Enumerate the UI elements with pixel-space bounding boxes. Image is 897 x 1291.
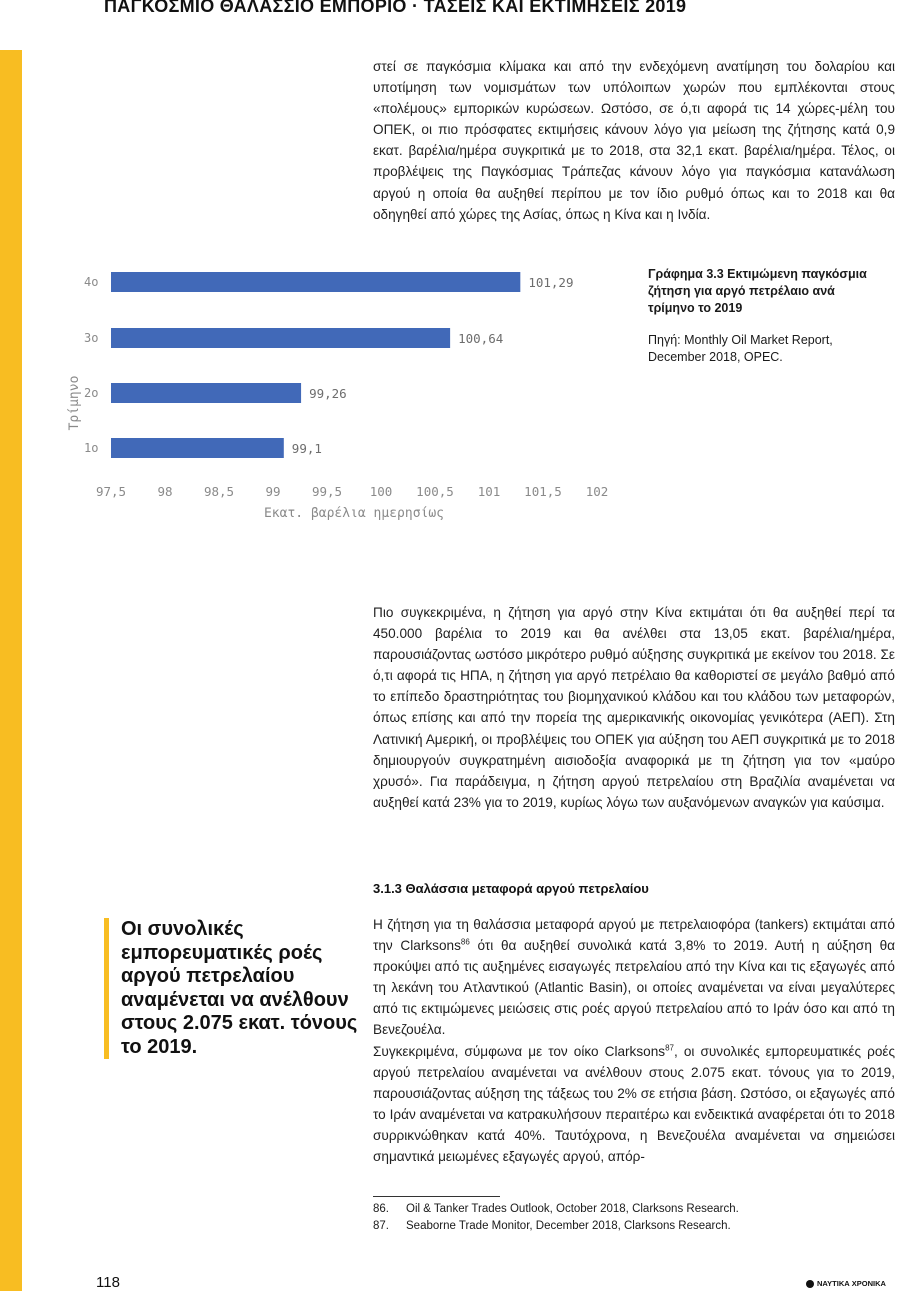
- value-label: 101,29: [528, 275, 574, 290]
- footnote-ref-86[interactable]: 86: [460, 937, 470, 947]
- x-tick-label: 101,5: [524, 484, 562, 499]
- page-number: 118: [96, 1274, 120, 1291]
- x-tick-label: 97,5: [95, 484, 127, 499]
- value-label: 100,64: [458, 331, 504, 346]
- paragraph-3-part-1: Η ζήτηση για τη θαλάσσια μεταφορά αργού με πετρελαιοφόρα (tankers) εκτιμάται από την Clarksons: [373, 917, 895, 954]
- footnote-text: Oil & Tanker Trades Outlook, October 2018, Clarksons Research.: [406, 1203, 739, 1215]
- accent-sidebar-bar: [0, 50, 22, 1291]
- paragraph-1-text: στεί σε παγκόσμια κλίμακα και από την ενδεχόμενη ανατίμηση του δολαρίου και υποτίμηση των νομισμάτων των υπόλοιπων χωρών που εμπλέκονται στους «πολέμους» εμπορικών κυρώσεων. Ωστόσο, σε ό,τι αφορά τις 14 χώρες-μέλη του ΟΠΕΚ, οι πιο πρόσφατες εκτιμήσεις κάνουν λόγο για μείωση της ζήτησης κατά 0,9 εκατ. βαρέλια/ημέρα συγκριτικά με το 2018, στα 32,1 εκατ. βαρέλια/ημέρα. Τέλος, οι προβλέψεις της Παγκόσμιας Τράπεζας κάνουν λόγο για παγκόσμια κατανάλωση αργού η οποία θα αυξηθεί περίπου με τον ίδιο ρυθμό όπως και το 2018 και θα οδηγηθεί από χώρες της Ασίας, όπως η Κίνα και η Ινδία.: [373, 59, 895, 222]
- brand-name: ΝΑΥΤΙΚΑ ΧΡΟΝΙΚΑ: [817, 1279, 886, 1288]
- bar-q1: [111, 438, 284, 458]
- pull-quote-text: Οι συνολικές εμπορευματικές ροές αργού πετρελαίου αναμένεται να ανέλθουν στους 2.075 εκατ. τόνους το 2019.: [121, 918, 358, 1058]
- x-axis-label: Εκατ. βαρέλια ημερησίως: [263, 506, 445, 521]
- y-axis-label: Τρίμηνο: [67, 375, 82, 431]
- category-label: 4ο: [84, 275, 99, 289]
- value-label: 99,1: [291, 441, 322, 456]
- publisher-brand: [806, 1279, 886, 1288]
- bar-q3: [111, 328, 450, 348]
- body-paragraph-3: [373, 914, 895, 1167]
- paragraph-4-text: [373, 1041, 895, 1168]
- running-header-title: ΠΑΓΚΟΣΜΙΟ ΘΑΛΑΣΣΙΟ ΕΜΠΟΡΙΟ · ΤΑΣΕΙΣ ΚΑΙ ΕΚΤΙΜΗΣΕΙΣ 2019: [104, 0, 687, 16]
- footnote-number: 87.: [373, 1220, 389, 1232]
- pull-quote: [104, 918, 361, 1059]
- x-tick-label: 98,5: [203, 484, 235, 499]
- paragraph-3-text: [373, 914, 895, 1041]
- x-tick-label: 102: [585, 484, 609, 499]
- category-label: 2ο: [84, 386, 99, 400]
- x-tick-label: 99: [265, 484, 281, 499]
- paragraph-4-part-2: , οι συνολικές εμπορευματικές ροές αργού πετρελαίου αναμένεται να ανέλθουν στους 2.075 εκατ. τόνους για το 2019, παρουσιάζοντας αύξηση της τάξεως του 2% σε ετήσια βάση. Ωστόσο, οι εξαγωγές από το Ιράν αναμένεται να κατρακυλήσουν περαιτέρω και ενδεικτικά αναφέρεται ότι το 2018 συρρικνώθηκαν κατά 40%. Ταυτόχρονα, η Βενεζουέλα αναμένεται να σημειώσει σημαντικά μειωμένες εξαγωγές αργού, απόρ-: [373, 1043, 896, 1165]
- x-tick-label: 99,5: [311, 484, 343, 499]
- footnote-item: [373, 1201, 873, 1218]
- footnote-divider: [373, 1196, 500, 1197]
- footnote-item: [373, 1218, 873, 1235]
- footnote-number: 86.: [373, 1203, 389, 1215]
- bar-q4: [111, 272, 520, 292]
- chart-caption: [648, 266, 878, 366]
- bar-q2: [111, 383, 301, 403]
- footnote-text: Seaborne Trade Monitor, December 2018, Clarksons Research.: [406, 1220, 731, 1232]
- category-label: 1ο: [84, 441, 99, 455]
- category-label: 3ο: [84, 331, 99, 345]
- paragraph-2-text: Πιο συγκεκριμένα, η ζήτηση για αργό στην Κίνα εκτιμάται ότι θα αυξηθεί περί τα 450.000 βαρέλια το 2019 και θα ανέλθει στα 13,05 εκατ. βαρέλια/ημέρα, παρουσιάζοντας ωστόσο μικρότερο ρυθμό αύξησης συγκριτικά με εκείνον του 2018. Σε ό,τι αφορά τις ΗΠΑ, η ζήτηση για αργό πετρέλαιο θα καθοριστεί σε μεγάλο βαθμό από το επίπεδο δραστηριότητας του βιομηχανικού κλάδου και του κλάδου των μεταφορών, όπως επίσης και από την πορεία της αμερικανικής οικονομίας γενικότερα (ΑΕΠ). Στη Λατινική Αμερική, οι προβλέψεις του ΟΠΕΚ για αύξηση του ΑΕΠ συγκριτικά με το 2018 δημιουργούν συγκρατημένη αισιοδοξία αναφορικά με τη ζήτηση για τον «μαύρο χρυσό». Για παράδειγμα, η ζήτηση αργού πετρελαίου στη Βραζιλία αναμένεται να αυξηθεί κατά 23% για το 2019, κυρίως λόγω των αυξανόμενων αναγκών για καύσιμα.: [373, 605, 895, 810]
- chart-caption-source: Πηγή: Monthly Oil Market Report, December 2018, OPEC.: [648, 333, 833, 364]
- demand-bar-chart: [0, 255, 640, 535]
- section-heading: 3.1.3 Θαλάσσια μεταφορά αργού πετρελαίου: [373, 881, 649, 896]
- running-header: [0, 0, 897, 18]
- x-tick-label: 100: [369, 484, 393, 499]
- paragraph-3-part-2: ότι θα αυξηθεί συνολικά κατά 3,8% το 2019. Αυτή η αύξηση θα προκύψει από τις αυξημένες εισαγωγές πετρελαίου από την Κίνα και τις εξαγωγές από τη λεκάνη του Ατλαντικού (Atlantic Basin), οι οποίες αναμένεται να είναι μεγαλύτερες από τις εκτιμώμενες μειώσεις στις ροές αργού πετρελαίου από το Ιράν όσο και από τη Βενεζουέλα.: [373, 938, 895, 1038]
- footnotes: [373, 1201, 873, 1235]
- value-label: 99,26: [309, 386, 347, 401]
- body-paragraph-2: [373, 602, 895, 813]
- chart-caption-title: Γράφημα 3.3 Εκτιμώμενη παγκόσμια ζήτηση για αργό πετρέλαιο ανά τρίμηνο το 2019: [648, 267, 867, 315]
- x-tick-label: 101: [477, 484, 501, 499]
- x-tick-label: 100,5: [416, 484, 454, 499]
- x-tick-label: 98: [157, 484, 173, 499]
- paragraph-4-part-1: Συγκεκριμένα, σύμφωνα με τον οίκο Clarksons: [373, 1043, 666, 1059]
- body-paragraph-1: [373, 56, 895, 225]
- brand-logo-icon: [806, 1280, 814, 1288]
- footnote-ref-87[interactable]: 87: [665, 1043, 674, 1053]
